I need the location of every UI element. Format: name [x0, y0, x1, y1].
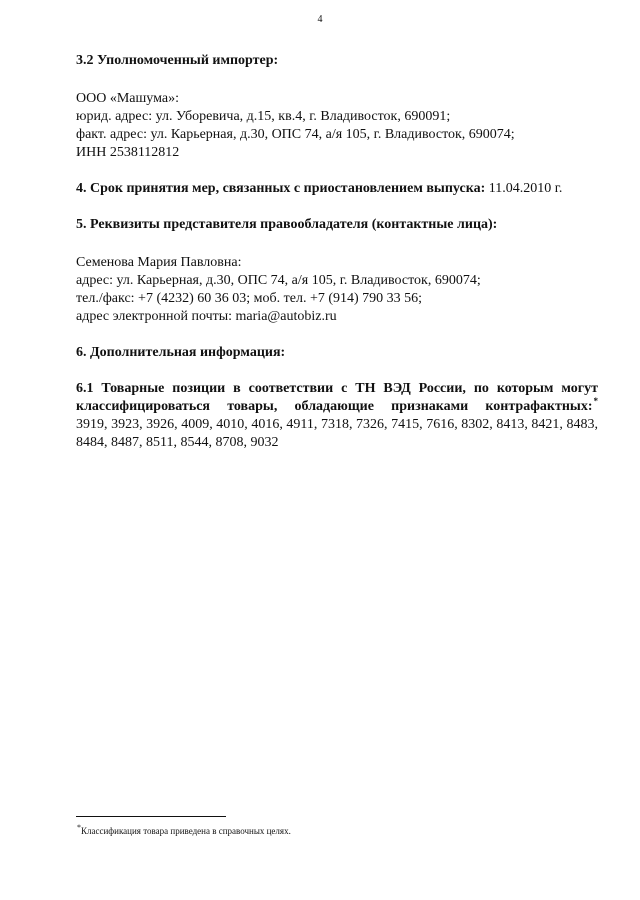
- goods-footnote-marker: *: [593, 396, 598, 406]
- goods-codes: 3919, 3923, 3926, 4009, 4010, 4016, 4911, 7318, 7326, 7415, 7616, 8302, 8413, 8421, 8483, 8484, 8487, 8511, 8544, 8708, 9032: [76, 417, 598, 450]
- goods-heading-line2: [76, 398, 598, 416]
- term-section: [76, 180, 598, 198]
- additional-heading: 6. Дополнительная информация:: [76, 345, 286, 360]
- document-body: [76, 52, 598, 452]
- importer-actual-address: факт. адрес: ул. Карьерная, д.30, ОПС 74, а/я 105, г. Владивосток, 690074;: [76, 127, 515, 142]
- importer-heading: 3.2 Уполномоченный импортер:: [76, 53, 279, 68]
- importer-company: ООО «Машума»:: [76, 91, 179, 106]
- footnote-divider: [76, 816, 226, 817]
- representative-heading: 5. Реквизиты представителя правообладателя (контактные лица):: [76, 217, 498, 232]
- term-heading: 4. Срок принятия мер, связанных с приостановлением выпуска:: [76, 181, 486, 196]
- goods-heading-line1: 6.1 Товарные позиции в соответствии с ТН ВЭД России, по которым могут: [76, 381, 598, 396]
- importer-inn: ИНН 2538112812: [76, 145, 180, 160]
- representative-name: Семенова Мария Павловна:: [76, 255, 242, 270]
- goods-heading-line2-text: классифицироваться товары, обладающие признаками контрафактных:: [76, 399, 593, 414]
- representative-address: адрес: ул. Карьерная, д.30, ОПС 74, а/я 105, г. Владивосток, 690074;: [76, 273, 481, 288]
- footnote-text: Классификация товара приведена в справочных целях.: [81, 826, 291, 836]
- page-number: 4: [317, 14, 323, 25]
- importer-legal-address: юрид. адрес: ул. Уборевича, д.15, кв.4, г. Владивосток, 690091;: [76, 109, 451, 124]
- representative-phone: тел./факс: +7 (4232) 60 36 03; моб. тел. +7 (914) 790 33 56;: [76, 291, 423, 306]
- term-value: 11.04.2010 г.: [488, 181, 563, 196]
- representative-email: адрес электронной почты: maria@autobiz.ru: [76, 309, 337, 324]
- footnote-marker: *: [77, 823, 81, 832]
- footnote: [76, 825, 291, 838]
